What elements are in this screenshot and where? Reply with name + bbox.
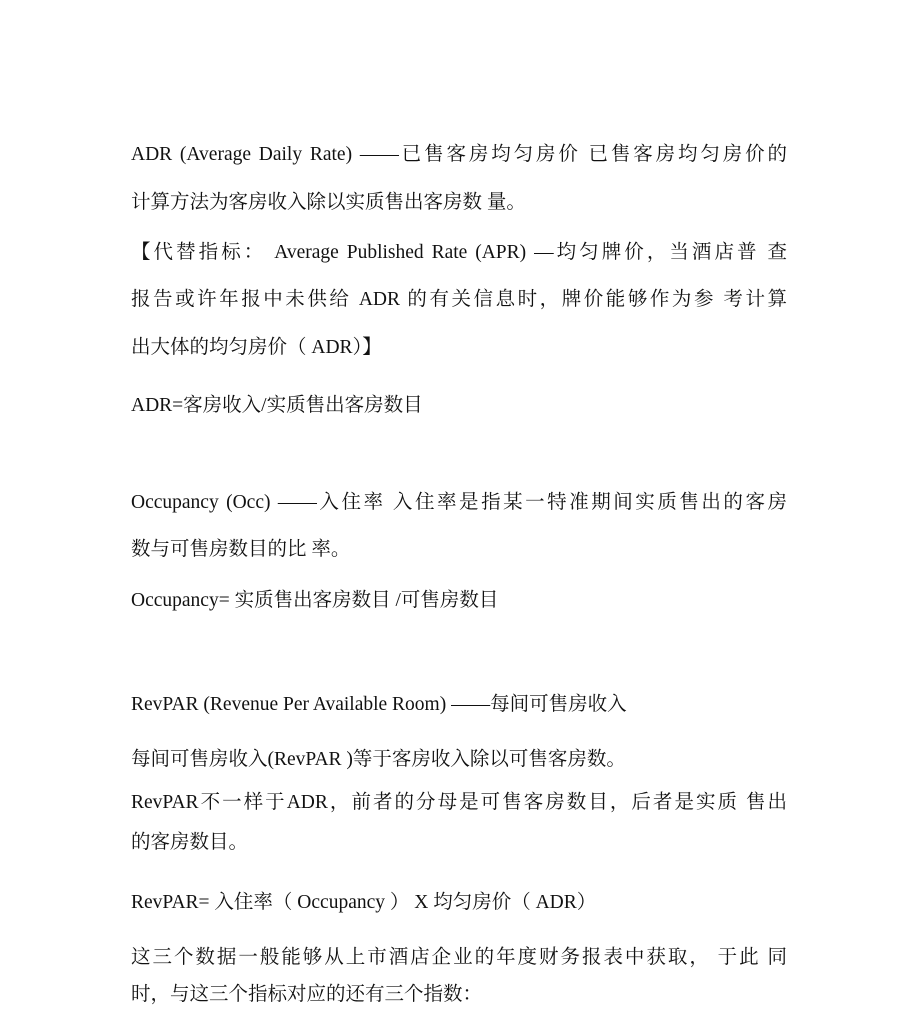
revpar-formula: RevPAR= 入住率（ Occupancy ） X 均匀房价（ ADR） (131, 892, 597, 913)
adr-definition-line-1: ADR (Average Daily Rate) ——已售客房均匀房价 已售客房均匀房价的 (131, 144, 787, 165)
revpar-definition: 每间可售房收入(RevPAR )等于客房收入除以可售客房数。 (131, 749, 626, 770)
apr-note-line-3: 出大体的均匀房价（ ADR）】 (131, 337, 382, 358)
summary-line-1: 这三个数据一般能够从上市酒店企业的年度财务报表中获取， 于此 同 (131, 947, 787, 968)
occupancy-definition-line-1: Occupancy (Occ) ——入住率 入住率是指某一特准期间实质售出的客房 (131, 492, 787, 513)
summary-line-2: 时，与这三个指标对应的还有三个指数： (131, 984, 483, 1005)
occupancy-definition-line-2: 数与可售房数目的比 率。 (131, 539, 351, 560)
revpar-comparison-line-2: 的客房数目。 (131, 832, 249, 853)
revpar-comparison-line-1: RevPAR不一样于ADR，前者的分母是可售客房数目，后者是实质 售出 (131, 792, 787, 813)
revpar-heading: RevPAR (Revenue Per Available Room) ——每间可售房收入 (131, 694, 627, 715)
apr-note-line-1: 【代替指标： Average Published Rate (APR) —均匀牌价，当酒店普 查 (131, 242, 787, 263)
occupancy-formula: Occupancy= 实质售出客房数目 /可售房数目 (131, 590, 499, 611)
adr-formula: ADR=客房收入/实质售出客房数目 (131, 395, 423, 416)
apr-note-line-2: 报告或许年报中未供给 ADR 的有关信息时，牌价能够作为参 考计算 (131, 289, 787, 310)
adr-definition-line-2: 计算方法为客房收入除以实质售出客房数 量。 (131, 192, 526, 213)
